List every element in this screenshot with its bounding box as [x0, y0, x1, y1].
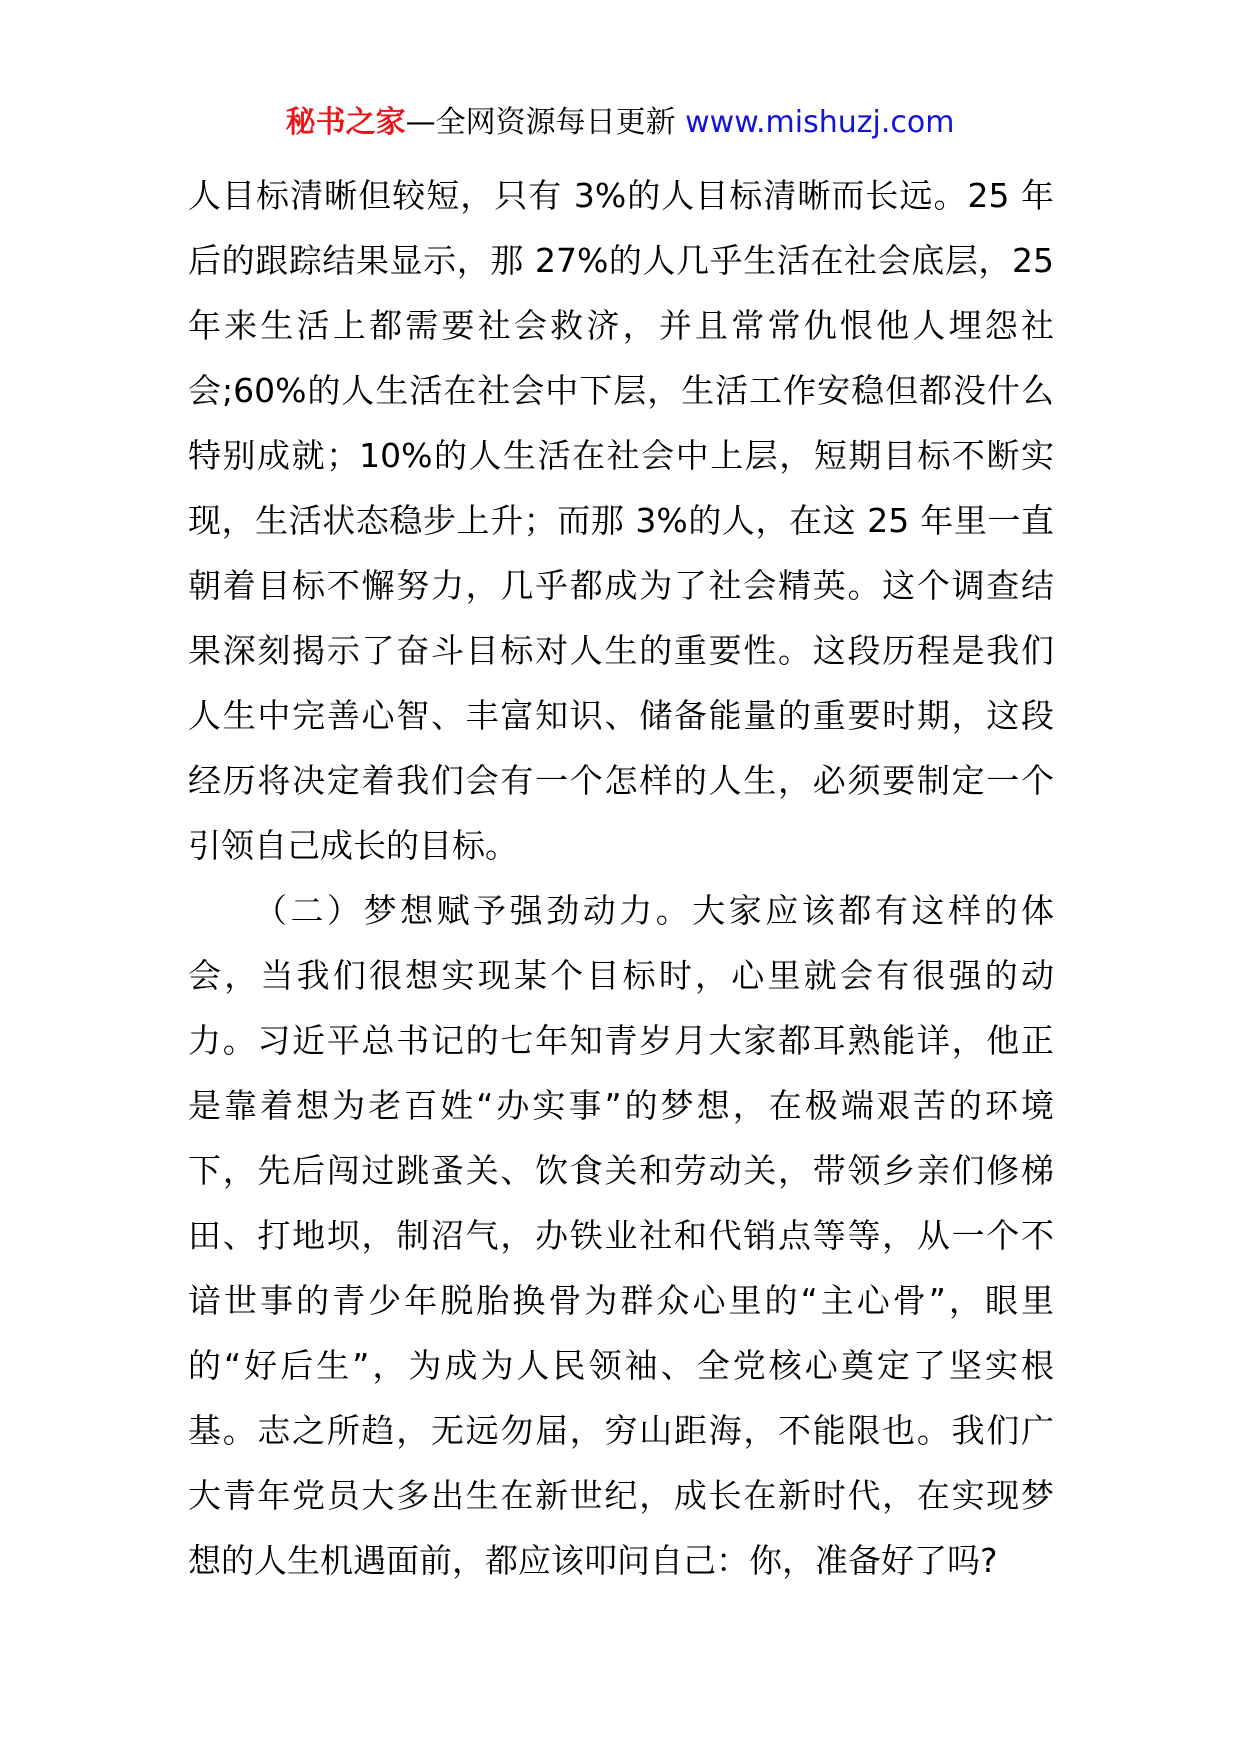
text-line: 人目标清晰但较短，只有 3%的人目标清晰而长远。25 年 [188, 176, 1054, 215]
text-line: 力。习近平总书记的七年知青岁月大家都耳熟能详，他正 [188, 1021, 1054, 1060]
text-line: 大青年党员大多出生在新世纪，成长在新时代，在实现梦 [188, 1476, 1054, 1515]
page-header [0, 101, 1240, 145]
text-line: 现，生活状态稳步上升；而那 3%的人，在这 25 年里一直 [188, 501, 1055, 540]
text-line: 经历将决定着我们会有一个怎样的人生，必须要制定一个 [188, 761, 1054, 800]
text-line: 朝着目标不懈努力，几乎都成为了社会精英。这个调查结 [188, 566, 1054, 605]
website-link[interactable]: www.mishuzj.com [685, 105, 955, 140]
text-line: 会;60%的人生活在社会中下层，生活工作安稳但都没什么 [188, 371, 1054, 410]
text-line: 下，先后闯过跳蚤关、饮食关和劳动关，带领乡亲们修梯 [188, 1151, 1054, 1190]
text-line: 基。志之所趋，无远勿届，穷山距海，不能限也。我们广 [188, 1411, 1054, 1450]
text-line: 谙世事的青少年脱胎换骨为群众心里的“主心骨”，眼里 [188, 1281, 1054, 1320]
brand-name: 秘书之家 [285, 105, 406, 140]
text-line: 特别成就；10%的人生活在社会中上层，短期目标不断实 [188, 436, 1054, 475]
text-line: 田、打地坝，制沼气，办铁业社和代销点等等，从一个不 [188, 1216, 1054, 1255]
text-line: 会，当我们很想实现某个目标时，心里就会有很强的动 [188, 956, 1054, 995]
paragraph-end-line: 想的人生机遇面前，都应该叩问自己：你，准备好了吗? [188, 1541, 998, 1580]
text-line: 果深刻揭示了奋斗目标对人生的重要性。这段历程是我们 [188, 631, 1054, 670]
document-body [188, 163, 1054, 1593]
text-line: 年来生活上都需要社会救济，并且常常仇恨他人埋怨社 [188, 306, 1054, 345]
paragraph-end-line: 引领自己成长的目标。 [188, 826, 518, 865]
text-line: 的“好后生”，为成为人民领袖、全党核心奠定了坚实根 [188, 1346, 1054, 1385]
header-tagline: —全网资源每日更新 [405, 105, 676, 140]
section-heading-line: （二）梦想赋予强劲动力。大家应该都有这样的体 [254, 891, 1054, 930]
text-line: 后的跟踪结果显示，那 27%的人几乎生活在社会底层，25 [188, 241, 1054, 280]
text-line: 是靠着想为老百姓“办实事”的梦想，在极端艰苦的环境 [188, 1086, 1054, 1125]
text-line: 人生中完善心智、丰富知识、储备能量的重要时期，这段 [188, 696, 1054, 735]
